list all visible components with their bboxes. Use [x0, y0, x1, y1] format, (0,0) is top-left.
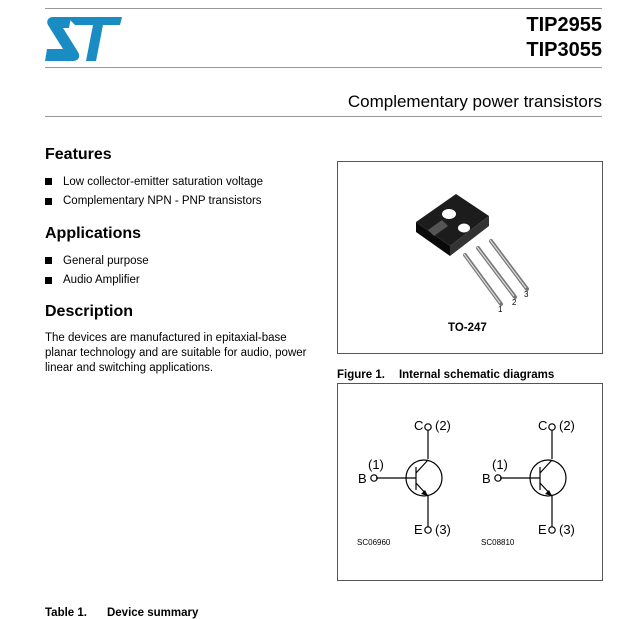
applications-list — [45, 251, 149, 290]
schematic-code: SC08810 — [481, 538, 515, 547]
top-rule — [45, 8, 602, 9]
bullet-icon — [45, 277, 52, 284]
part-number-1: TIP2955 — [526, 14, 602, 36]
list-item: Complementary NPN - PNP transistors — [45, 192, 263, 212]
package-figure-box — [337, 161, 603, 354]
features-list — [45, 172, 263, 211]
collector-label: C — [538, 418, 548, 433]
transistor-schematic-right — [495, 424, 566, 533]
features-heading: Features — [45, 146, 112, 163]
list-item: General purpose — [45, 251, 149, 271]
header-rule — [45, 67, 602, 68]
base-label: B — [358, 471, 367, 486]
bullet-icon — [45, 257, 52, 264]
transistor-schematic-left — [371, 424, 442, 533]
schematic-diagrams — [338, 384, 602, 580]
package-name: TO-247 — [448, 322, 487, 334]
base-pin: (1) — [492, 457, 508, 472]
emitter-pin: (3) — [435, 522, 451, 537]
schematic-figure-box — [337, 383, 603, 581]
subtitle-rule — [45, 116, 602, 117]
bullet-icon — [45, 198, 52, 205]
base-label: B — [482, 471, 491, 486]
description-text: The devices are manufactured in epitaxial-base planar technology and are suitable for audio, power linear and switching applications. — [45, 332, 307, 374]
base-pin: (1) — [368, 457, 384, 472]
pin-label-2: 2 — [512, 298, 517, 307]
list-item: Low collector-emitter saturation voltage — [45, 172, 263, 192]
page-subtitle: Complementary power transistors — [347, 92, 602, 111]
schematic-code: SC06960 — [357, 538, 391, 547]
pin-label-1: 1 — [498, 305, 503, 314]
list-item: Audio Amplifier — [45, 271, 149, 291]
pin-label-3: 3 — [524, 290, 529, 299]
collector-pin: (2) — [559, 418, 575, 433]
figure-caption: Figure 1. Internal schematic diagrams — [337, 369, 555, 381]
collector-label: C — [414, 418, 424, 433]
part-number-2: TIP3055 — [526, 39, 602, 61]
emitter-label: E — [538, 522, 547, 537]
applications-heading: Applications — [45, 225, 142, 242]
bullet-icon — [45, 178, 52, 185]
table-caption: Table 1. Device summary — [45, 607, 199, 619]
description-heading: Description — [45, 303, 134, 320]
emitter-pin: (3) — [559, 522, 575, 537]
emitter-label: E — [414, 522, 423, 537]
collector-pin: (2) — [435, 418, 451, 433]
st-logo-icon — [45, 16, 125, 62]
